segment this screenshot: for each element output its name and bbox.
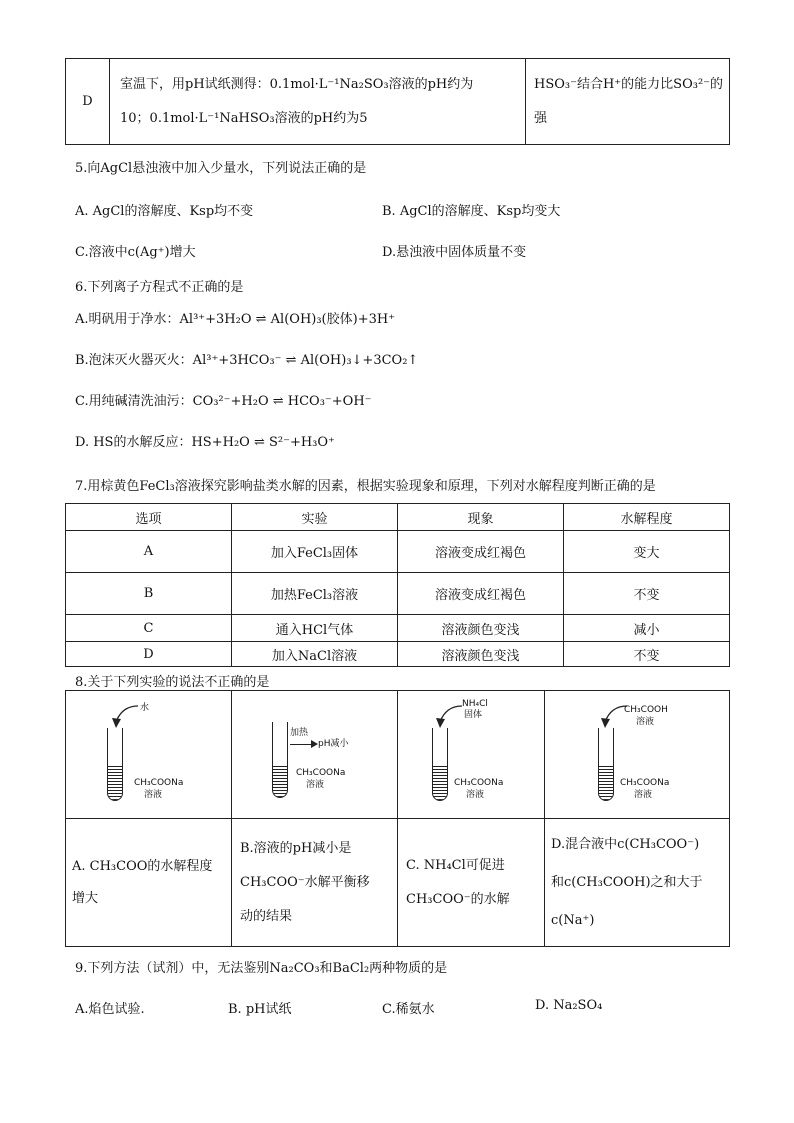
q7-cell: 溶液颜色变浅 (398, 615, 564, 642)
q6-stem: 6.下列离子方程式不正确的是 (75, 280, 244, 295)
figure-2-bottom-label-2: 溶液 (306, 780, 325, 790)
figure-1-top-label: 水 (140, 703, 150, 713)
figure-2-liquid (273, 765, 287, 797)
figure-4-bottom-label-2: 溶液 (634, 790, 653, 800)
q8-d-line1: D.混合液中c(CH₃COO⁻) (551, 836, 700, 852)
figure-1-drop-arrow (108, 700, 144, 730)
top-row-exp-line2: 10；0.1mol·L⁻¹NaHSO₃溶液的pH约为5 (120, 110, 368, 126)
q8-a-line2: 增大 (72, 890, 99, 906)
figure-4-top-label-2: 溶液 (636, 717, 655, 727)
q7-header-option: 选项 (66, 504, 232, 531)
q7-stem: 7.用棕黄色FeCl₃溶液探究影响盐类水解的因素，根据实验现象和原理，下列对水解程度判断正确的是 (75, 479, 656, 494)
q7-cell: 变大 (564, 531, 730, 573)
q7-cell: 加入NaCl溶液 (232, 642, 398, 667)
figure-1-bottom-label-1: CH₃COONa (134, 778, 184, 788)
q8-a-line1: A. CH₃COO的水解程度 (72, 858, 213, 874)
figure-3-test-tube (432, 728, 448, 801)
q8-d-line2: 和c(CH₃COOH)之和大于 (551, 874, 703, 890)
q7-cell: B (66, 573, 232, 615)
q9-stem: 9.下列方法（试剂）中，无法鉴别Na₂CO₃和BaCl₂两种物质的是 (75, 961, 448, 976)
q6-option-a: A.明矾用于净水：Al³⁺+3H₂O ⇌ Al(OH)₃(胶体)+3H⁺ (75, 312, 396, 327)
q7-cell: 不变 (564, 642, 730, 667)
q8-figure-cell-2 (232, 691, 398, 819)
figure-1-test-tube (107, 728, 123, 801)
figure-2-arrow-line (290, 744, 312, 745)
top-row-exp-line1: 室温下，用pH试纸测得：0.1mol·L⁻¹Na₂SO₃溶液的pH约为 (120, 76, 474, 92)
q9-option-c: C.稀氨水 (382, 1002, 435, 1017)
q8-c-line2: CH₃COO⁻的水解 (406, 891, 510, 907)
q6-option-d: D. HS的水解反应：HS+H₂O ⇌ S²⁻+H₃O⁺ (75, 435, 335, 450)
top-row-table (65, 58, 730, 145)
figure-2-arrow-head (311, 740, 318, 748)
q5-stem: 5.向AgCl悬浊液中加入少量水，下列说法正确的是 (75, 161, 367, 176)
q7-cell: 溶液变成红褐色 (398, 573, 564, 615)
figure-4-test-tube (598, 728, 614, 801)
q8-b-line3: 动的结果 (240, 908, 293, 924)
q7-cell: 加入FeCl₃固体 (232, 531, 398, 573)
q7-header-degree: 水解程度 (564, 504, 730, 531)
top-row-concl-line2: 强 (534, 110, 548, 126)
figure-1-liquid (108, 766, 122, 800)
top-row-conclusion (526, 59, 730, 145)
q8-option-d (545, 819, 730, 947)
q8-b-line1: B.溶液的pH减小是 (240, 840, 352, 856)
q9-option-d: D. Na₂SO₄ (535, 998, 603, 1013)
figure-2-bottom-label-1: CH₃COONa (296, 768, 346, 778)
q8-option-c (398, 819, 545, 947)
q7-header-experiment: 实验 (232, 504, 398, 531)
q6-option-c: C.用纯碱清洗油污：CO₃²⁻+H₂O ⇌ HCO₃⁻+OH⁻ (75, 394, 372, 409)
q7-cell: A (66, 531, 232, 573)
figure-2-top-label-2: pH减小 (318, 739, 349, 749)
top-row-concl-line1: HSO₃⁻结合H⁺的能力比SO₃²⁻的 (534, 76, 724, 92)
figure-4-top-label-1: CH₃COOH (624, 705, 668, 715)
q5-option-d: D.悬浊液中固体质量不变 (382, 245, 527, 260)
figure-2-top-label-1: 加热 (290, 728, 309, 738)
q8-b-line2: CH₃COO⁻水解平衡移 (240, 874, 370, 890)
q7-table (65, 503, 730, 667)
q6-option-b: B.泡沫灭火器灭火：Al³⁺+3HCO₃⁻ ⇌ Al(OH)₃↓+3CO₂↑ (75, 353, 419, 368)
q7-cell: 加热FeCl₃溶液 (232, 573, 398, 615)
top-row-experiment (110, 59, 526, 145)
figure-3-liquid (433, 766, 447, 800)
top-row-label: D (66, 59, 110, 145)
figure-1-bottom-label-2: 溶液 (144, 790, 163, 800)
figure-3-top-label-2: 固体 (464, 710, 483, 720)
q7-header-phenomenon: 现象 (398, 504, 564, 531)
q8-c-line1: C. NH₄Cl可促进 (406, 857, 505, 873)
q5-option-c: C.溶液中c(Ag⁺)增大 (75, 245, 196, 260)
q8-stem: 8.关于下列实验的说法不正确的是 (75, 675, 270, 690)
q8-option-b (232, 819, 398, 947)
q7-cell: 溶液变成红褐色 (398, 531, 564, 573)
q7-cell: C (66, 615, 232, 642)
q8-d-line3: c(Na⁺) (551, 912, 595, 928)
figure-3-bottom-label-1: CH₃COONa (454, 778, 504, 788)
q5-option-b: B. AgCl的溶解度、Ksp均变大 (382, 204, 561, 219)
figure-4-bottom-label-1: CH₃COONa (620, 778, 670, 788)
figure-4-liquid (599, 766, 613, 800)
q8-option-a (66, 819, 232, 947)
q5-option-a: A. AgCl的溶解度、Ksp均不变 (75, 204, 254, 219)
q9-option-b: B. pH试纸 (228, 1002, 292, 1017)
q7-cell: 溶液颜色变浅 (398, 642, 564, 667)
figure-2-test-tube (272, 722, 288, 798)
figure-3-bottom-label-2: 溶液 (466, 790, 485, 800)
q7-cell: D (66, 642, 232, 667)
figure-3-top-label-1: NH₄Cl (462, 699, 488, 709)
q7-cell: 通入HCl气体 (232, 615, 398, 642)
q9-option-a: A.焰色试验. (75, 1002, 145, 1017)
q7-cell: 不变 (564, 573, 730, 615)
q7-cell: 减小 (564, 615, 730, 642)
